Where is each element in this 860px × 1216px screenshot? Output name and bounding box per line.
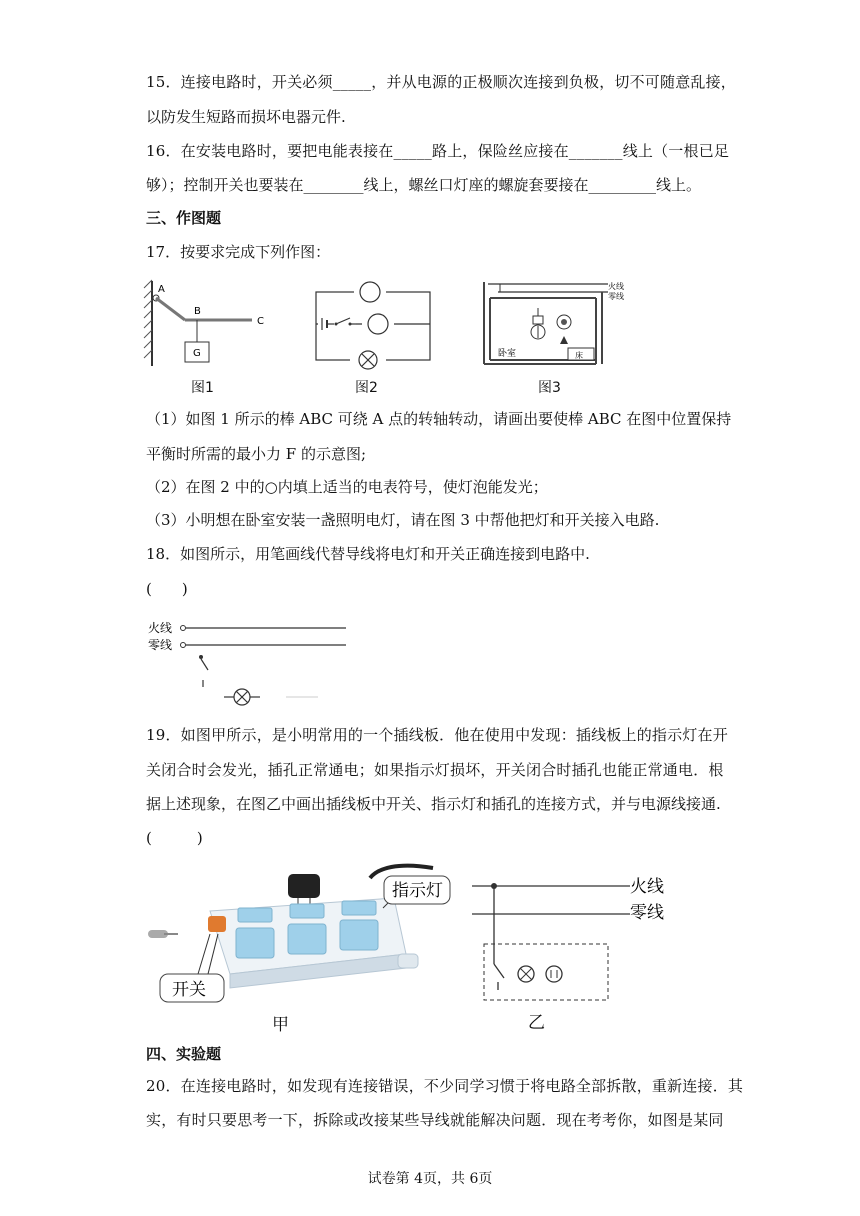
fig2-caption: 图2: [355, 380, 378, 396]
fig3-neutral-label: 零线: [608, 292, 624, 301]
q17-intro: 17．按要求完成下列作图：: [146, 243, 331, 261]
q16-line1: 16．在安装电路时，要把电能表接在_____路上，保险丝应接在_______线上（一根已足: [146, 142, 730, 160]
figure-yi-circuit: [470, 872, 680, 1007]
q17-sub3: （3）小明想在卧室安装一盏照明电灯，请在图 3 中帮他把灯和开关接入电路.: [146, 511, 660, 529]
q18-answer-blank: ( ): [146, 580, 188, 598]
q17-sub1-line2: 平衡时所需的最小力 F 的示意图;: [146, 445, 366, 463]
jia-caption: 甲: [272, 1015, 289, 1035]
fig1-label-b: B: [194, 306, 201, 317]
fig1-label-g: G: [193, 348, 201, 359]
q18-neutral-label: 零线: [148, 638, 173, 652]
fig1-caption: 图1: [191, 380, 214, 396]
jia-indicator-label: 指示灯: [392, 881, 443, 901]
q19-answer-blank: ( ): [146, 829, 203, 847]
q17-sub2: （2）在图 2 中的○内填上适当的电表符号，使灯泡能发光；: [146, 478, 548, 496]
page-footer: 试卷第 4页，共 6页: [367, 1171, 493, 1187]
figure-1-lever: [140, 276, 290, 371]
fig3-bed-label: 床: [575, 351, 583, 360]
q16-line2: 够）；控制开关也要装在________线上，螺丝口灯座的螺旋套要接在_________线上。: [146, 176, 702, 194]
figure-2-circuit: [312, 280, 437, 370]
fig1-label-a: A: [158, 284, 165, 295]
fig3-caption: 图3: [538, 380, 561, 396]
q18-circuit-figure: [146, 618, 356, 708]
q20-line1: 20．在连接电路时，如发现有连接错误，不少同学习惯于将电路全部拆散，重新连接．其: [146, 1077, 744, 1095]
yi-neutral-label: 零线: [630, 903, 664, 923]
yi-caption: 乙: [528, 1013, 545, 1033]
q15-line1: 15．连接电路时，开关必须_____，并从电源的正极顺次连接到负极，切不可随意乱接，: [146, 73, 736, 91]
figure-3-bedroom: [478, 278, 643, 370]
section-4-heading: 四、实验题: [146, 1045, 222, 1063]
fig3-room-label: 卧室: [498, 349, 517, 359]
yi-live-label: 火线: [630, 877, 664, 897]
q15-line2: 以防发生短路而损坏电器元件.: [146, 108, 346, 126]
jia-switch-label: 开关: [172, 980, 206, 1000]
q20-line2: 实，有时只要思考一下，拆除或改接某些导线就能解决问题．现在考考你，如图是某同: [146, 1111, 724, 1129]
section-3-heading: 三、作图题: [146, 209, 222, 227]
q18-text: 18．如图所示，用笔画线代替导线将电灯和开关正确连接到电路中.: [146, 545, 590, 563]
q17-sub1-line1: （1）如图 1 所示的棒 ABC 可绕 A 点的转轴转动，请画出要使棒 ABC 在图中位置保持: [146, 410, 732, 428]
fig3-live-label: 火线: [608, 282, 624, 291]
figure-jia-power-strip: [148, 856, 458, 1011]
q19-line1: 19．如图甲所示，是小明常用的一个插线板．他在使用中发现：插线板上的指示灯在开: [146, 726, 728, 744]
fig1-label-c: C: [257, 316, 264, 327]
q19-line2: 关闭合时会发光，插孔正常通电；如果指示灯损坏，开关闭合时插孔也能正常通电．根: [146, 761, 724, 779]
q19-line3: 据上述现象，在图乙中画出插线板中开关、指示灯和插孔的连接方式，并与电源线接通.: [146, 795, 721, 813]
q18-live-label: 火线: [148, 621, 173, 635]
